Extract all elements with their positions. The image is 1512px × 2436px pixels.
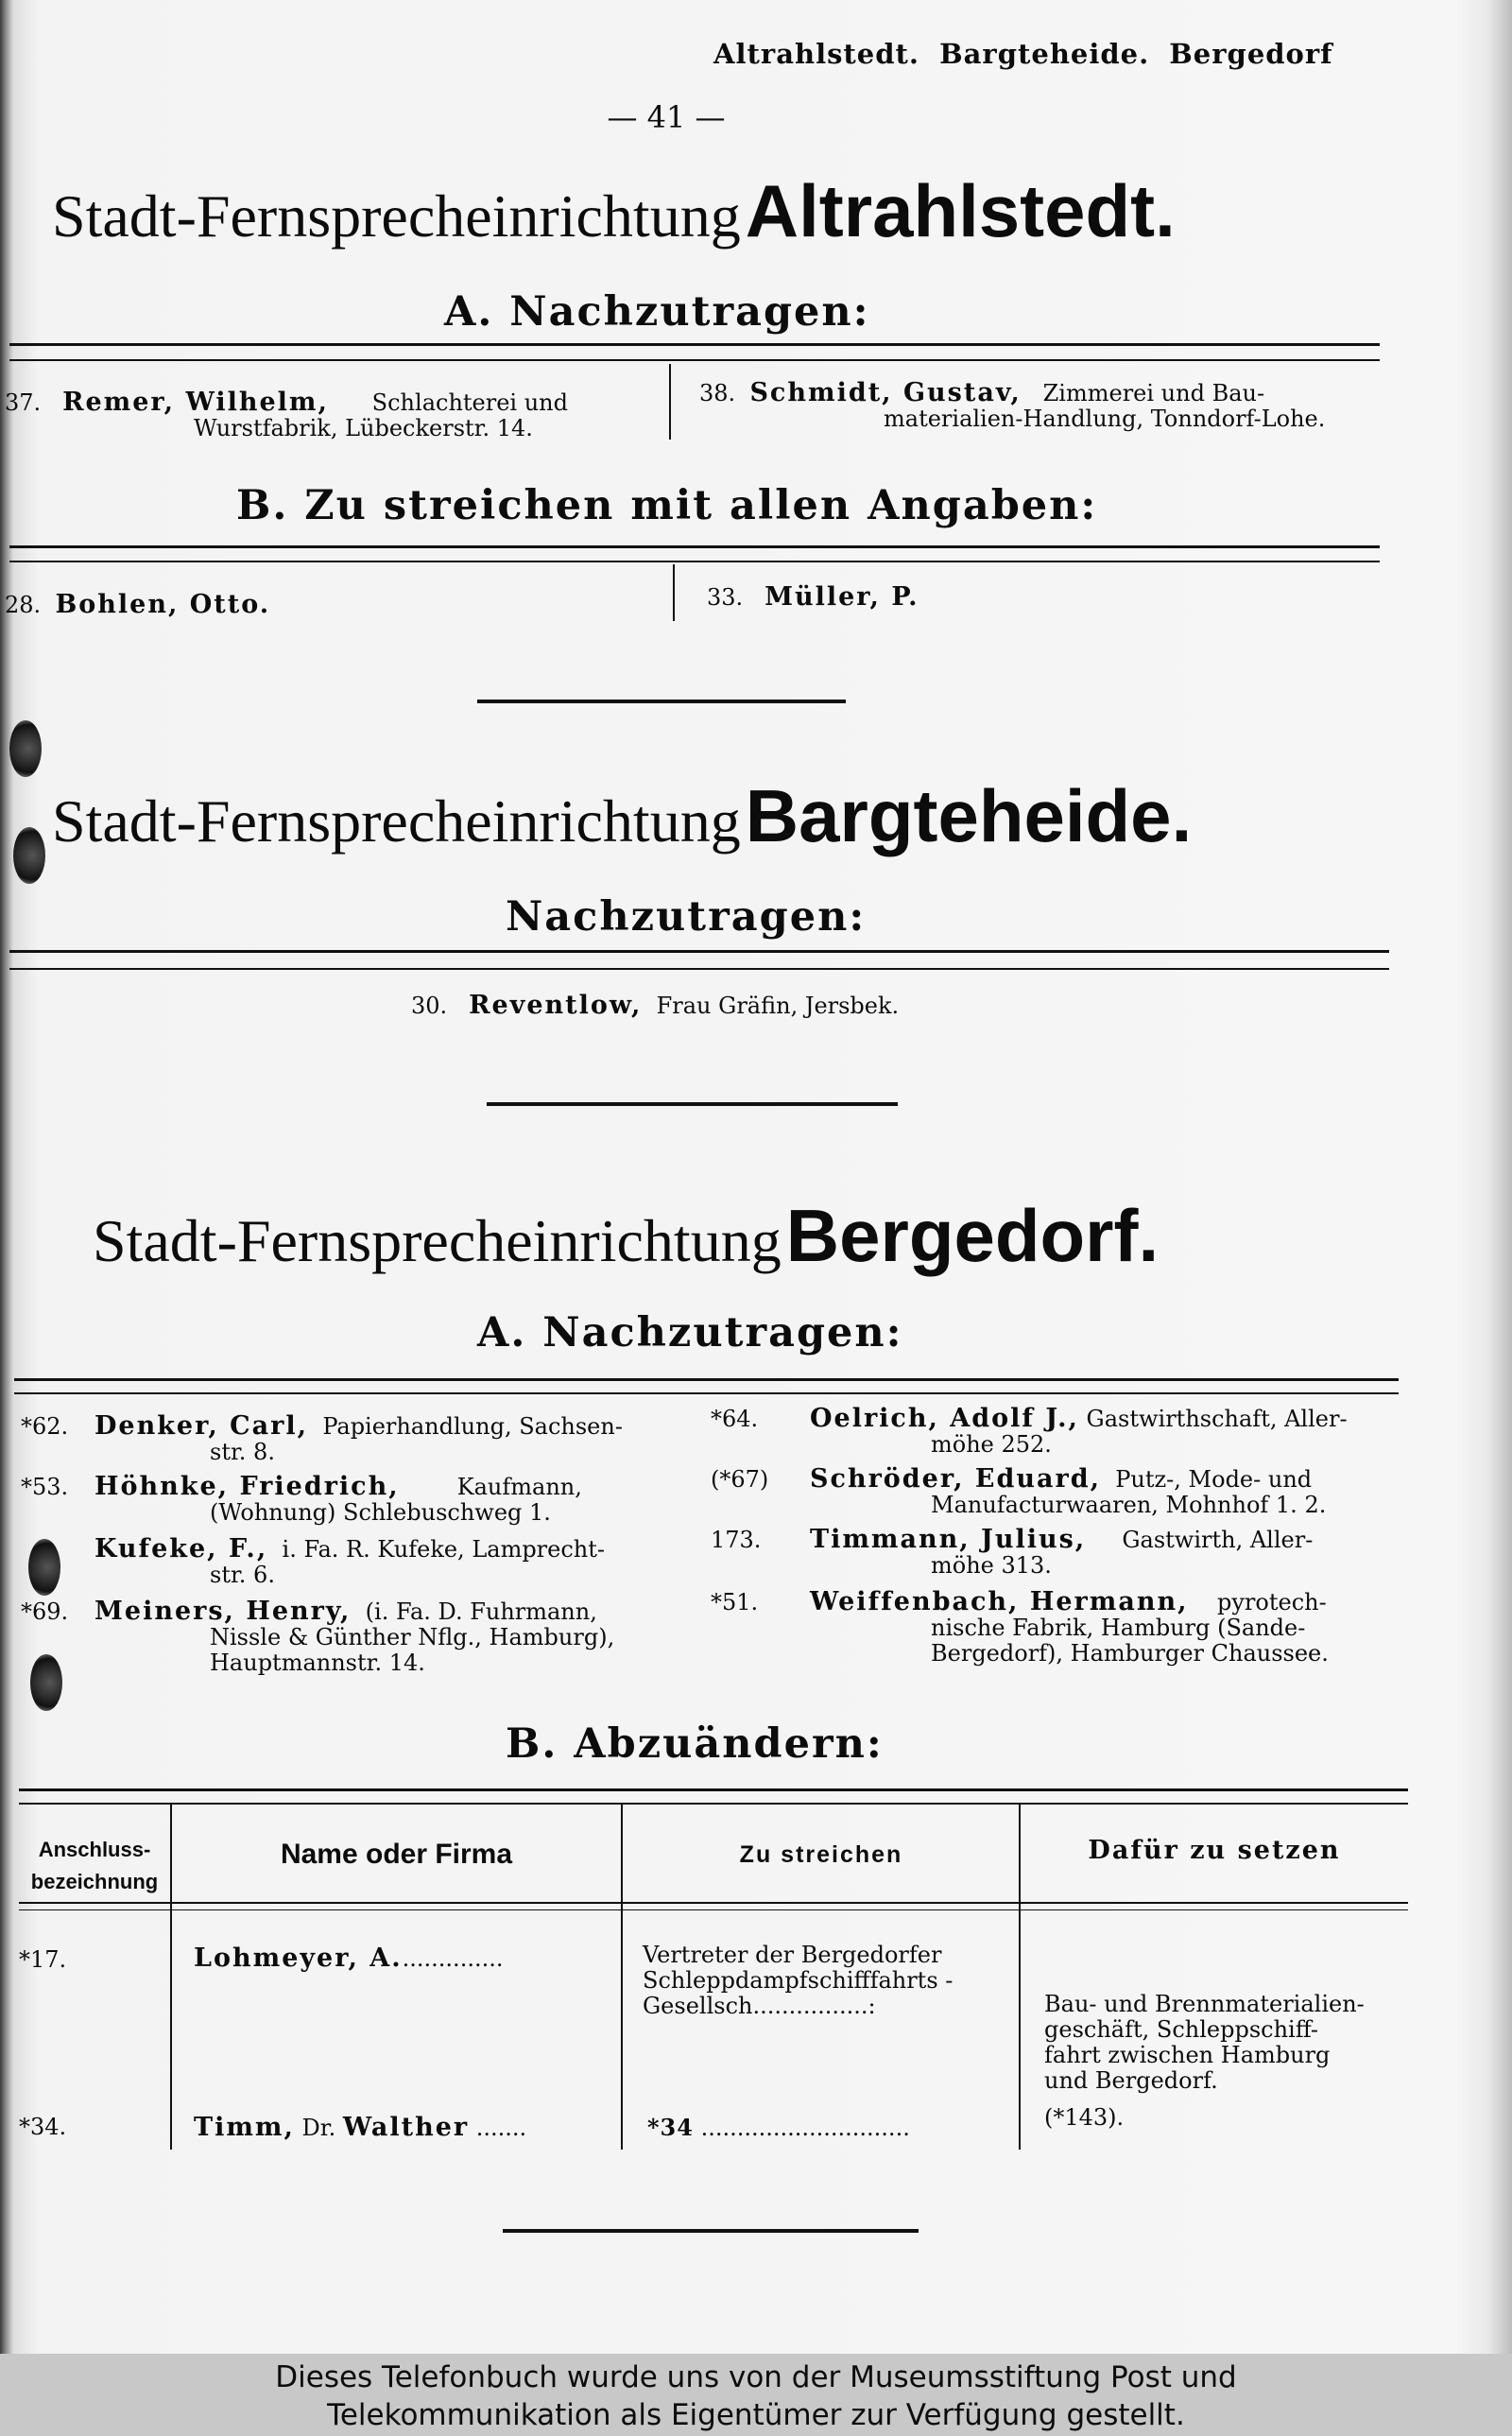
entry-text: Nissle & Günther Nflg., Hamburg), xyxy=(210,1624,615,1650)
strike-line: Vertreter der Bergedorfer xyxy=(643,1942,942,1968)
row2-zu-streichen: *34 ............................. xyxy=(647,2114,910,2141)
entry-text: pyrotech- xyxy=(1217,1589,1327,1615)
running-title: Altrahlstedt. Bargteheide. Bergedorf xyxy=(713,38,1333,70)
set-line: fahrt zwischen Hamburg xyxy=(1044,2042,1331,2068)
divider xyxy=(9,950,1389,953)
entry-oelrich xyxy=(711,1406,1400,1466)
altrahlstedt-section-a: A. Nachzutragen: xyxy=(444,288,870,336)
entry-reventlow xyxy=(411,993,899,1019)
table-header-rule xyxy=(19,1902,1408,1904)
bargteheide-section: Nachzutragen: xyxy=(506,893,867,941)
entry-text: Zimmerei und Bau- xyxy=(1042,380,1265,406)
section-end-rule xyxy=(477,700,846,703)
binding-hole xyxy=(9,720,42,777)
entry-name: Oelrich, Adolf J., xyxy=(810,1404,1079,1433)
divider xyxy=(9,968,1389,970)
section-end-rule xyxy=(487,1102,898,1106)
title-prefix: Stadt-Fernsprecheinrichtung xyxy=(93,1207,782,1274)
bergedorf-title xyxy=(93,1193,1159,1279)
entry-number: 33. xyxy=(707,584,744,611)
title-place: Altrahlstedt. xyxy=(745,169,1176,252)
entry-schroeder xyxy=(711,1466,1400,1527)
entry-number: *62. xyxy=(21,1413,69,1440)
entry-name: Kufeke, F., xyxy=(94,1534,268,1564)
entry-denker xyxy=(21,1413,687,1474)
row1-number: *17. xyxy=(19,1946,67,1973)
column-divider xyxy=(673,564,675,621)
entry-text: Gastwirth, Aller- xyxy=(1122,1527,1314,1553)
entry-text: Manufacturwaaren, Mohnhof 1. 2. xyxy=(931,1492,1327,1518)
entry-name: Denker, Carl, xyxy=(94,1411,309,1441)
entry-name: Lohmeyer, A. xyxy=(194,1944,403,1973)
entry-meiners xyxy=(21,1598,687,1676)
entry-text: Frau Gräfin, Jersbek. xyxy=(656,993,900,1019)
section-end-rule xyxy=(503,2229,919,2233)
column-divider xyxy=(669,364,671,440)
header-text: bezeichnung xyxy=(30,1870,159,1893)
entry-name: Timm, xyxy=(194,2113,295,2142)
row2-dafuer: (*143). xyxy=(1044,2104,1125,2131)
entry-text: nische Fabrik, Hamburg (Sande- xyxy=(931,1615,1306,1641)
bergedorf-right-column xyxy=(711,1406,1400,1667)
title-place: Bargteheide. xyxy=(745,774,1193,857)
row2-number: *34. xyxy=(19,2114,67,2140)
entry-hoehnke xyxy=(21,1474,687,1536)
entry-text: möhe 313. xyxy=(931,1552,1052,1579)
footer-line: Telekommunikation als Eigentümer zur Verfügung gestellt. xyxy=(327,2398,1185,2432)
entry-timmann xyxy=(711,1527,1400,1589)
divider xyxy=(9,545,1380,548)
entry-name: Timmann, Julius, xyxy=(810,1525,1087,1554)
entry-name: Weiffenbach, Hermann, xyxy=(810,1587,1189,1616)
header-name: Name oder Firma xyxy=(280,1839,513,1870)
entry-name: Reventlow, xyxy=(469,991,643,1020)
title-prefix: Stadt-Fernsprecheinrichtung xyxy=(52,182,741,250)
altrahlstedt-title xyxy=(52,168,1176,254)
strike-number: *34 xyxy=(647,2114,694,2141)
entry-title: Dr. xyxy=(301,2115,336,2141)
divider xyxy=(14,1378,1399,1381)
binding-hole xyxy=(13,827,45,884)
entry-name: Höhnke, Friedrich, xyxy=(94,1472,400,1501)
entry-kufeke xyxy=(21,1536,687,1598)
row2-name: Timm, Dr. Walther ....... xyxy=(194,2113,527,2142)
entry-name: Bohlen, Otto. xyxy=(55,590,271,619)
binding-hole xyxy=(28,1539,60,1596)
divider xyxy=(9,343,1380,346)
entry-text: Gastwirthschaft, Aller- xyxy=(1086,1406,1348,1432)
entry-number: 28. xyxy=(5,592,42,618)
divider xyxy=(9,359,1380,361)
page-number: — 41 — xyxy=(607,99,726,135)
entry-name: Müller, P. xyxy=(765,582,919,612)
set-line: und Bergedorf. xyxy=(1044,2067,1218,2094)
header-zu-streichen: Zu streichen xyxy=(739,1841,903,1868)
entry-number: (*67) xyxy=(711,1466,769,1493)
entry-name: Remer, Wilhelm, xyxy=(62,388,329,417)
bergedorf-section-b: B. Abzuändern: xyxy=(506,1720,884,1768)
entry-text: (Wohnung) Schlebuschweg 1. xyxy=(210,1499,551,1526)
entry-number: 37. xyxy=(5,389,42,416)
entry-text: str. 6. xyxy=(210,1562,275,1588)
header-text: Anschluss- xyxy=(38,1838,151,1861)
entry-text: (i. Fa. D. Fuhrmann, xyxy=(365,1598,597,1625)
entry-text: str. 8. xyxy=(210,1439,275,1465)
entry-weiffenbach xyxy=(711,1589,1400,1667)
entry-text: Bergedorf), Hamburger Chaussee. xyxy=(931,1640,1329,1667)
table-top-rule xyxy=(19,1803,1408,1805)
entry-number: *69. xyxy=(21,1598,69,1625)
entry-number: *64. xyxy=(711,1406,759,1432)
entry-name: Schröder, Eduard, xyxy=(810,1464,1102,1494)
strike-line: Gesellsch. xyxy=(643,1993,761,2019)
entry-number: *53. xyxy=(21,1474,69,1500)
row1-dafuer xyxy=(1044,1992,1413,2094)
header-anschluss xyxy=(19,1834,170,1898)
binding-hole xyxy=(30,1654,62,1711)
row1-zu-streichen: Vertreter der Bergedorfer Schleppdampfschifffahrts - Gesellsch................: xyxy=(643,1942,954,2019)
entry-text: Putz-, Mode- und xyxy=(1115,1466,1313,1493)
footer-notice xyxy=(0,2354,1512,2436)
entry-name: Schmidt, Gustav, xyxy=(749,378,1022,407)
entry-text: Hauptmannstr. 14. xyxy=(210,1650,425,1676)
bargteheide-title xyxy=(52,773,1192,859)
bergedorf-section-a: A. Nachzutragen: xyxy=(477,1309,903,1356)
entry-name: Meiners, Henry, xyxy=(94,1597,352,1626)
entry-text: möhe 252. xyxy=(931,1431,1052,1458)
header-dafuer: Dafür zu setzen xyxy=(1088,1836,1341,1865)
table-header-rule xyxy=(19,1909,1408,1910)
altrahlstedt-section-b: B. Zu streichen mit allen Angaben: xyxy=(236,482,1098,529)
entry-number: 30. xyxy=(411,993,448,1019)
title-place: Bergedorf. xyxy=(785,1194,1160,1277)
entry-text: Schlachterei und xyxy=(371,389,568,416)
bergedorf-left-column xyxy=(21,1413,687,1676)
entry-number: 38. xyxy=(699,380,736,406)
entry-number: 173. xyxy=(711,1527,762,1553)
set-line: geschäft, Schleppschiff- xyxy=(1044,2016,1319,2043)
entry-bohlen xyxy=(5,592,270,618)
divider xyxy=(14,1392,1399,1394)
table-top-rule xyxy=(19,1788,1408,1791)
entry-mueller xyxy=(707,584,919,611)
entry-number: *51. xyxy=(711,1589,759,1615)
set-line: Bau- und Brennmaterialien- xyxy=(1044,1991,1365,2017)
entry-text: Papierhandlung, Sachsen- xyxy=(322,1413,623,1440)
entry-schmidt xyxy=(699,380,1380,432)
entry-firstname: Walther xyxy=(342,2113,470,2142)
divider xyxy=(9,561,1380,562)
entry-text: Wurstfabrik, Lübeckerstr. 14. xyxy=(194,415,533,441)
entry-text: Kaufmann, xyxy=(456,1474,582,1500)
title-prefix: Stadt-Fernsprecheinrichtung xyxy=(52,787,741,855)
footer-line: Dieses Telefonbuch wurde uns von der Museumsstiftung Post und xyxy=(275,2360,1237,2394)
strike-line: Schleppdampfschifffahrts - xyxy=(643,1967,954,1994)
row1-name: Lohmeyer, A............... xyxy=(194,1944,504,1973)
entry-remer xyxy=(5,389,662,441)
entry-text: i. Fa. R. Kufeke, Lamprecht- xyxy=(282,1536,606,1563)
entry-text: materialien-Handlung, Tonndorf-Lohe. xyxy=(884,406,1326,432)
